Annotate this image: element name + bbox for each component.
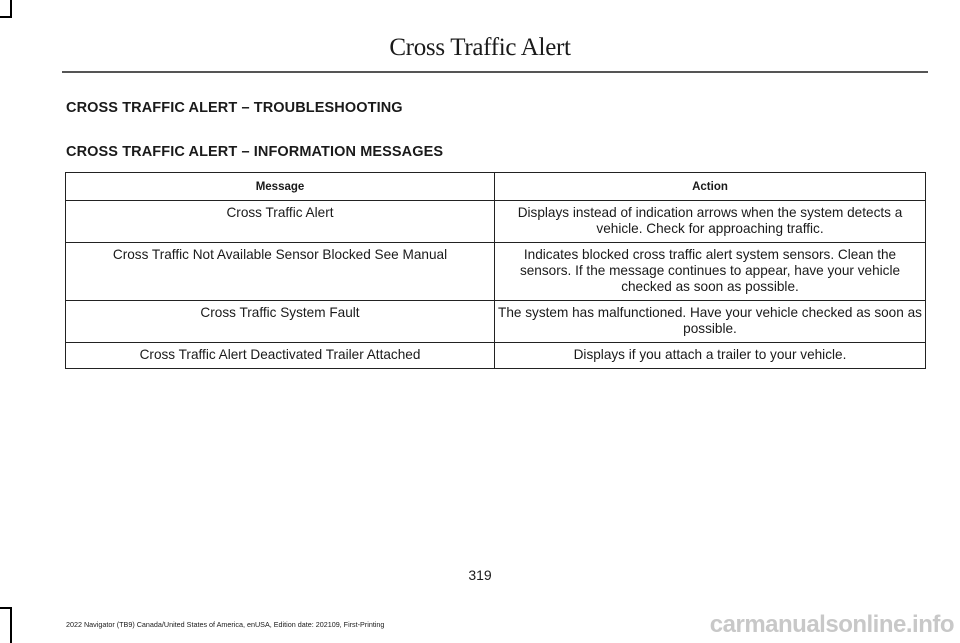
watermark-logo: carmanualsonline.info: [709, 611, 954, 638]
information-messages-heading: CROSS TRAFFIC ALERT – INFORMATION MESSAGES: [66, 144, 444, 160]
page-header-title: Cross Traffic Alert: [389, 34, 571, 61]
information-messages-table: [65, 172, 926, 369]
column-header-message: Message: [66, 173, 495, 201]
table-row: [66, 301, 926, 343]
action-cell: Displays instead of indication arrows when the system detects a vehicle. Check for approaching traffic.: [495, 201, 926, 243]
page-number: 319: [468, 567, 492, 583]
troubleshooting-heading: CROSS TRAFFIC ALERT – TROUBLESHOOTING: [66, 100, 403, 116]
header-divider: [62, 71, 928, 73]
crop-mark-bottom-left-h: [0, 607, 12, 609]
table-row: [66, 343, 926, 369]
table-row: [66, 201, 926, 243]
message-cell: Cross Traffic System Fault: [66, 301, 495, 343]
crop-mark-bottom-left-v: [10, 607, 12, 643]
crop-mark-top-left-h: [0, 16, 12, 18]
table-header-row: [66, 173, 926, 201]
column-header-action: Action: [495, 173, 926, 201]
action-cell: The system has malfunctioned. Have your vehicle checked as soon as possible.: [495, 301, 926, 343]
message-cell: Cross Traffic Alert Deactivated Trailer Attached: [66, 343, 495, 369]
action-cell: Displays if you attach a trailer to your vehicle.: [495, 343, 926, 369]
table-row: [66, 243, 926, 301]
action-cell: Indicates blocked cross traffic alert system sensors. Clean the sensors. If the message continues to appear, have your vehicle checked as soon as possible.: [495, 243, 926, 301]
message-cell: Cross Traffic Not Available Sensor Blocked See Manual: [66, 243, 495, 301]
message-cell: Cross Traffic Alert: [66, 201, 495, 243]
edition-footer: 2022 Navigator (TB9) Canada/United States of America, enUSA, Edition date: 202109, First-Printing: [66, 620, 385, 629]
